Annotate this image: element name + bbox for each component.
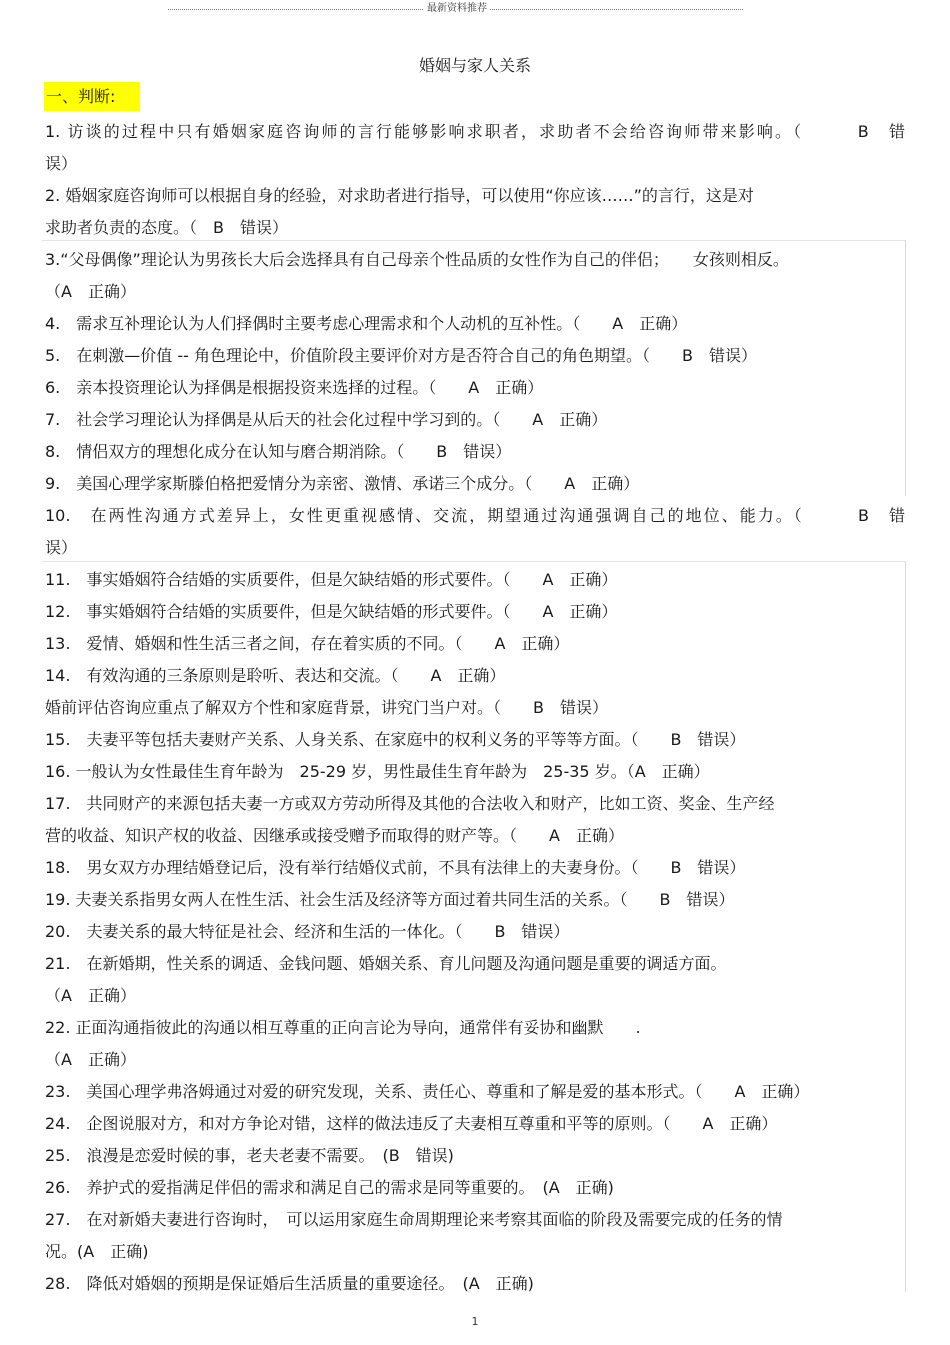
- question-line: 17. 共同财产的来源包括夫妻一方或双方劳动所得及其他的合法收入和财产，比如工资、奖金、生产经: [45, 794, 775, 813]
- question-line: 12. 事实婚姻符合结婚的实质要件，但是欠缺结婚的形式要件。（ A 正确）: [45, 602, 618, 621]
- question-line: 19. 夫妻关系指男女两人在性生活、社会生活及经济等方面过着共同生活的关系。（ B 错误）: [45, 890, 735, 909]
- question-line: 15. 夫妻平等包括夫妻财产关系、人身关系、在家庭中的权利义务的平等等方面。（ B 错误）: [45, 730, 746, 749]
- page-header: [168, 1, 743, 17]
- question-line: 求助者负责的态度。（ B 错误）: [45, 218, 288, 237]
- question-line: 14. 有效沟通的三条原则是聆听、表达和交流。（ A 正确）: [45, 666, 506, 685]
- question-line: 误）: [45, 538, 78, 557]
- question-line: 8. 情侣双方的理想化成分在认知与磨合期消除。（ B 错误）: [45, 442, 512, 461]
- question-line: 22. 正面沟通指彼此的沟通以相互尊重的正向言论为导向，通常伴有妥协和幽默 .: [45, 1018, 641, 1037]
- question-line: （A 正确）: [45, 1050, 136, 1069]
- question-line: 9. 美国心理学家斯滕伯格把爱情分为亲密、激情、承诺三个成分。（ A 正确）: [45, 474, 640, 493]
- question-line: 16. 一般认为女性最佳生育年龄为 25-29 岁，男性最佳生育年龄为 25-35 岁。（A 正确）: [45, 762, 710, 781]
- header-dotted-rule-right: [490, 9, 743, 10]
- question-line: 18. 男女双方办理结婚登记后，没有举行结婚仪式前，不具有法律上的夫妻身份。（ B 错误）: [45, 858, 746, 877]
- question-line: 25. 浪漫是恋爱时候的事，老夫老妻不需要。 (B 错误): [45, 1146, 454, 1165]
- question-line: （A 正确）: [45, 282, 136, 301]
- question-line: 24. 企图说服对方，和对方争论对错，这样的做法违反了夫妻相互尊重和平等的原则。（ A 正确）: [45, 1114, 778, 1133]
- question-line: 3.“父母偶像”理论认为男孩长大后会选择具有自己母亲个性品质的女性作为自己的伴侣； 女孩则相反。: [45, 250, 789, 269]
- page-number: 1: [471, 1315, 479, 1328]
- question-line: 1. 访谈的过程中只有婚姻家庭咨询师的言行能够影响求职者，求助者不会给咨询师带来影响。（ B 错: [45, 122, 905, 141]
- question-list: [45, 116, 905, 1300]
- question-line: 2. 婚姻家庭咨询师可以根据自身的经验，对求助者进行指导，可以使用“你应该……”的言行，这是对: [45, 186, 754, 205]
- question-line: 5. 在刺激—价值 -- 角色理论中，价值阶段主要评价对方是否符合自己的角色期望。（ B 错误）: [45, 346, 757, 365]
- question-line: 4. 需求互补理论认为人们择偶时主要考虑心理需求和个人动机的互补性。（ A 正确）: [45, 314, 688, 333]
- question-line: 26. 养护式的爱指满足伴侣的需求和满足自己的需求是同等重要的。 (A 正确): [45, 1178, 614, 1197]
- header-dotted-rule-left: [168, 9, 423, 10]
- question-line: 28. 降低对婚姻的预期是保证婚后生活质量的重要途径。 (A 正确): [45, 1274, 534, 1293]
- question-line: 13. 爱情、婚姻和性生活三者之间，存在着实质的不同。（ A 正确）: [45, 634, 570, 653]
- question-line: 营的收益、知识产权的收益、因继承或接受赠予而取得的财产等。（ A 正确）: [45, 826, 624, 845]
- question-line: 20. 夫妻关系的最大特征是社会、经济和生活的一体化。（ B 错误）: [45, 922, 570, 941]
- question-line: 7. 社会学习理论认为择偶是从后天的社会化过程中学习到的。（ A 正确）: [45, 410, 608, 429]
- question-line: 11. 事实婚姻符合结婚的实质要件，但是欠缺结婚的形式要件。（ A 正确）: [45, 570, 618, 589]
- question-line: （A 正确）: [45, 986, 136, 1005]
- question-line: 27. 在对新婚夫妻进行咨询时， 可以运用家庭生命周期理论来考察其面临的阶段及需要完成的任务的情: [45, 1210, 783, 1229]
- question-line: 婚前评估咨询应重点了解双方个性和家庭背景，讲究门当户对。（ B 错误）: [45, 698, 608, 717]
- question-line: 误）: [45, 154, 78, 173]
- question-line: 6. 亲本投资理论认为择偶是根据投资来选择的过程。（ A 正确）: [45, 378, 544, 397]
- question-line: 23. 美国心理学弗洛姆通过对爱的研究发现，关系、责任心、尊重和了解是爱的基本形式。（ A 正确）: [45, 1082, 810, 1101]
- question-line: 21. 在新婚期，性关系的调适、金钱问题、婚姻关系、育儿问题及沟通问题是重要的调适方面。: [45, 954, 727, 973]
- document-title: 婚姻与家人关系: [418, 56, 531, 75]
- section-heading: 一、判断:: [44, 82, 140, 111]
- header-label: 最新资料推荐: [427, 3, 487, 14]
- question-line: 10. 在两性沟通方式差异上，女性更重视感情、交流，期望通过沟通强调自己的地位、能力。（ B 错: [45, 506, 905, 525]
- question-line: 况。(A 正确): [45, 1242, 149, 1261]
